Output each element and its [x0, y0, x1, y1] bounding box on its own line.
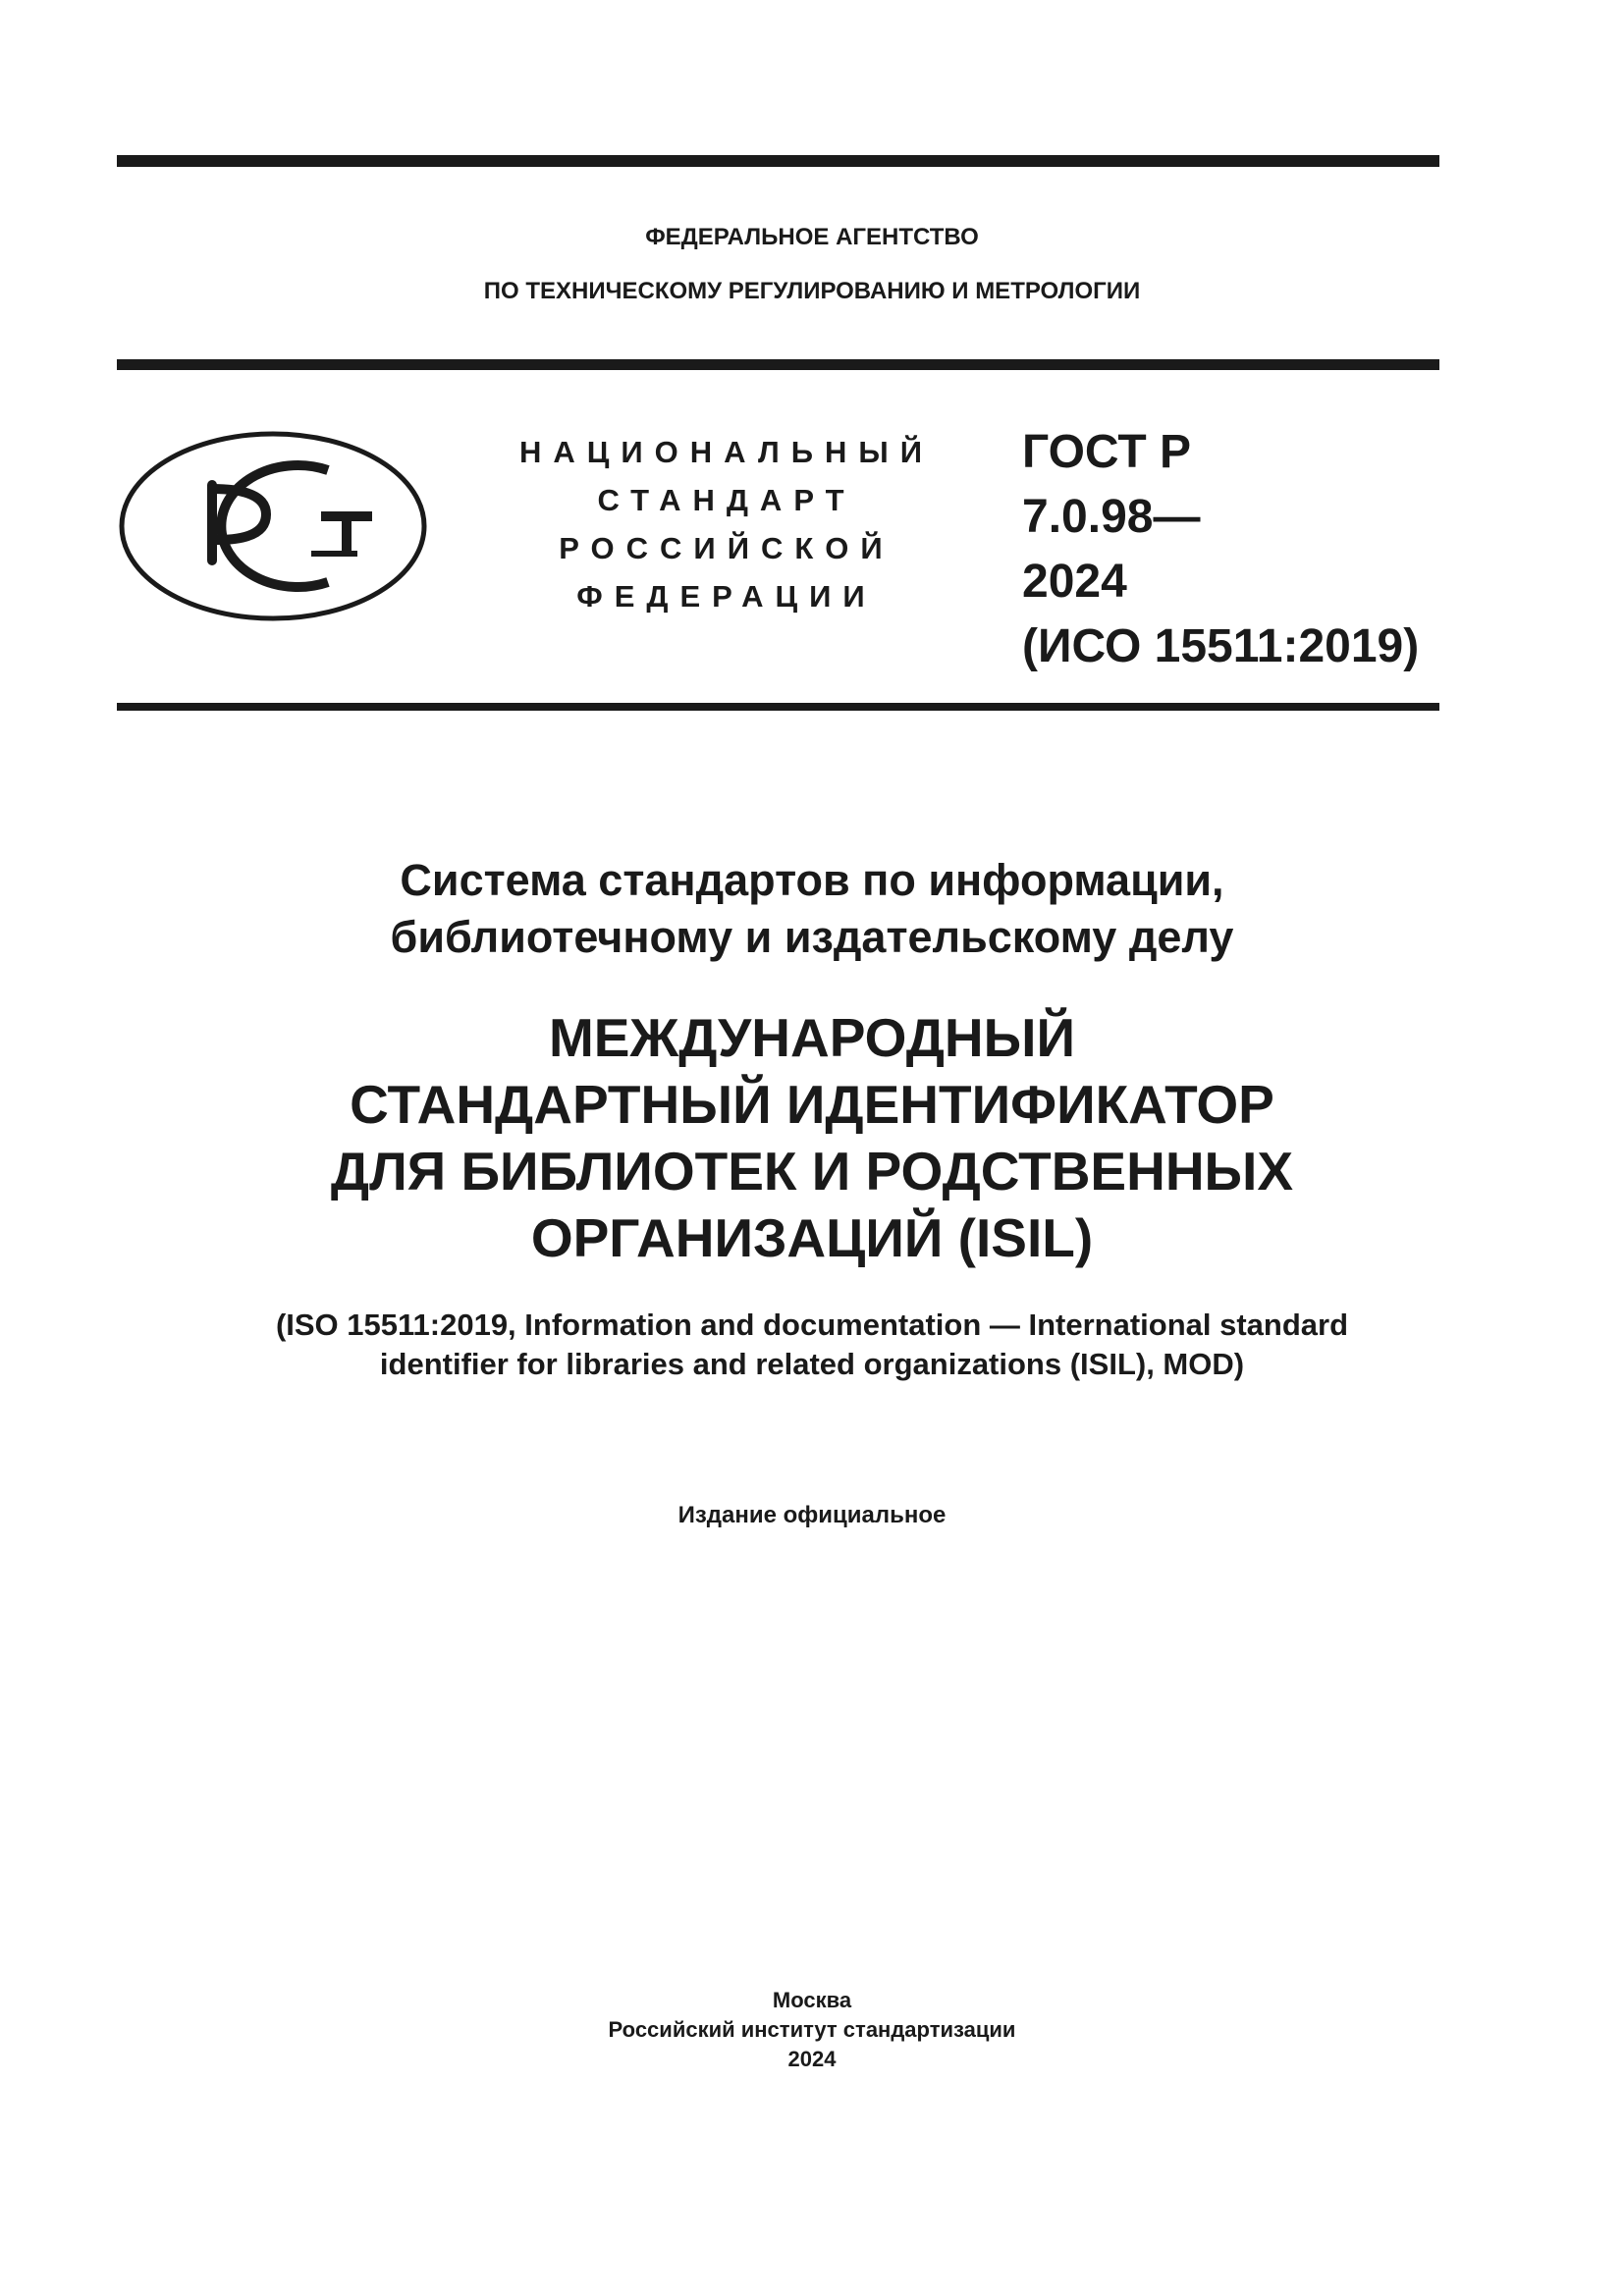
- document-title: [0, 1004, 1624, 1271]
- national-standard-line: РОССИЙСКОЙ: [559, 531, 894, 565]
- publisher-block: [0, 1986, 1624, 2074]
- agency-line-2: ПО ТЕХНИЧЕСКОМУ РЕГУЛИРОВАНИЮ И МЕТРОЛОГИИ: [483, 278, 1141, 304]
- national-standard-label: [481, 428, 972, 620]
- edition-label: Издание официальное: [677, 1502, 947, 1528]
- publisher-institute: Российский институт стандартизации: [608, 2017, 1016, 2042]
- designation-line: 2024: [1022, 556, 1127, 608]
- national-standard-line: СТАНДАРТ: [597, 483, 856, 517]
- agency-line-1: ФЕДЕРАЛЬНОЕ АГЕНТСТВО: [645, 224, 979, 250]
- iso-reference-line: (ISO 15511:2019, Information and documentation — International standard: [275, 1308, 1349, 1342]
- national-standard-line: ФЕДЕРАЦИИ: [576, 579, 877, 614]
- publisher-city: Москва: [772, 1988, 852, 2012]
- middle-rule: [117, 359, 1439, 370]
- title-line: СТАНДАРТНЫЙ ИДЕНТИФИКАТОР: [350, 1074, 1274, 1135]
- iso-reference-line: identifier for libraries and related organizations (ISIL), MOD): [379, 1347, 1245, 1381]
- series-line: Система стандартов по информации,: [400, 855, 1224, 905]
- title-line: ОРГАНИЗАЦИЙ (ISIL): [530, 1207, 1094, 1268]
- top-rule: [117, 155, 1439, 167]
- bottom-header-rule: [117, 703, 1439, 711]
- standard-designation: [1022, 420, 1419, 679]
- designation-line: ГОСТ Р: [1022, 426, 1192, 478]
- national-standard-line: НАЦИОНАЛЬНЫЙ: [518, 435, 935, 469]
- series-title: [0, 852, 1624, 966]
- series-line: библиотечному и издательскому делу: [390, 912, 1234, 962]
- title-line: ДЛЯ БИБЛИОТЕК И РОДСТВЕННЫХ: [330, 1141, 1294, 1201]
- publisher-year: 2024: [787, 2047, 837, 2071]
- designation-line: (ИСО 15511:2019): [1022, 620, 1420, 672]
- iso-reference: [0, 1306, 1624, 1384]
- rst-mark-icon: [117, 428, 429, 624]
- designation-line: 7.0.98—: [1022, 491, 1201, 543]
- rst-emblem-svg: [117, 428, 429, 624]
- title-line: МЕЖДУНАРОДНЫЙ: [548, 1007, 1075, 1068]
